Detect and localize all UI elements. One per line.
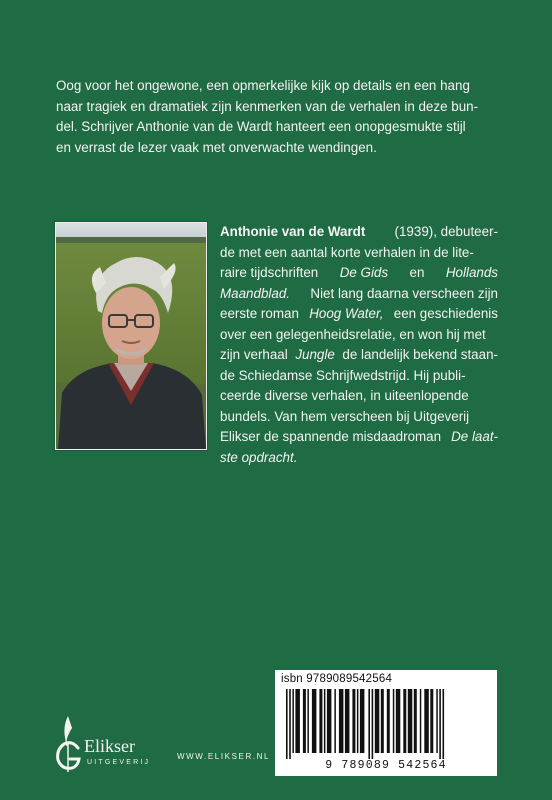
author-photo xyxy=(55,222,207,450)
book-title: De laat- xyxy=(451,429,498,444)
barcode-bar xyxy=(424,689,429,753)
barcode-bar xyxy=(375,689,380,753)
isbn-label: isbn 9789089542564 xyxy=(281,673,393,685)
publisher-website: WWW.ELIKSER.NL xyxy=(177,752,271,761)
barcode-bar xyxy=(436,689,438,753)
bio-text: (1939), debuteer- xyxy=(394,224,498,239)
barcode-bar xyxy=(319,689,322,753)
barcode-bar xyxy=(368,689,370,759)
author-portrait-image xyxy=(56,223,206,449)
barcode-bar xyxy=(327,689,332,753)
barcode-bar xyxy=(345,689,350,753)
blurb xyxy=(56,76,496,158)
bio-text: Elikser de spannende misdaadroman xyxy=(220,429,442,444)
barcode-bar xyxy=(289,689,291,759)
barcode-bar xyxy=(303,689,306,753)
journal-title: Maandblad. xyxy=(220,285,290,301)
publisher-name: Elikser xyxy=(84,736,135,756)
author-bio xyxy=(220,222,498,468)
barcode-bar xyxy=(334,689,336,753)
blurb-line: naar tragiek en dramatiek zijn kenmerken van de verhalen in deze bun- xyxy=(56,98,479,114)
blurb-line: Oog voor het ongewone, een opmerkelijke kijk op details en een hang xyxy=(56,78,470,93)
bio-text: de landelijk bekend staan- xyxy=(342,347,498,362)
barcode-bar xyxy=(357,689,359,753)
barcode-bar xyxy=(360,689,365,753)
barcode-box xyxy=(275,670,497,776)
barcode-bar xyxy=(286,689,288,759)
bio-text: de met een aantal korte verhalen in de lite- xyxy=(220,244,474,260)
book-title: Hoog Water, xyxy=(309,306,384,321)
barcode-bar xyxy=(430,689,433,753)
barcode-bar xyxy=(324,689,326,753)
blurb-line: en verrast de lezer vaak met onverwachte wendingen. xyxy=(56,139,377,155)
barcode-bar xyxy=(295,689,300,753)
barcode-image xyxy=(284,689,488,759)
bio-text: raire tijdschriften xyxy=(220,265,319,280)
blurb-line: del. Schrijver Anthonie van de Wardt hanteert een onopgesmukte stijl xyxy=(56,119,466,134)
barcode-bar xyxy=(387,689,390,753)
journal-title: De Gids xyxy=(339,265,389,280)
barcode-bar xyxy=(312,689,317,753)
barcode-bar xyxy=(414,689,417,753)
barcode-bar xyxy=(439,689,441,759)
barcode-bar xyxy=(403,689,406,753)
barcode-bar xyxy=(443,689,445,759)
barcode-bar xyxy=(292,689,294,753)
bio-text: en xyxy=(409,265,425,280)
barcode-bar xyxy=(396,689,401,753)
publisher-sub: UITGEVERIJ xyxy=(87,759,151,766)
barcode-bar xyxy=(352,689,355,753)
bio-text: een geschiedenis xyxy=(393,306,498,321)
bio-text: de Schiedamse Schrijfwedstrijd. Hij publi- xyxy=(220,367,466,383)
story-title: Jungle xyxy=(295,347,335,362)
bio-text: eerste roman xyxy=(220,306,299,321)
bio-text: over een gelegenheidsrelatie, en won hij met xyxy=(220,326,486,342)
isbn-digits: 9 789089 542564 xyxy=(325,759,447,772)
publisher-logo xyxy=(54,714,174,774)
bio-text: zijn verhaal xyxy=(220,347,288,362)
journal-title: Hollands xyxy=(445,265,498,280)
barcode-bar xyxy=(381,689,384,753)
barcode-bar xyxy=(372,689,374,759)
barcode-bar xyxy=(307,689,309,753)
barcode-bar xyxy=(420,689,422,753)
bio-text: ceerde diverse verhalen, in uiteenlopende xyxy=(220,388,469,403)
bio-text: bundels. Van hem verscheen bij Uitgeverij xyxy=(220,408,470,424)
barcode-bars xyxy=(284,689,488,759)
book-title: ste opdracht. xyxy=(220,449,298,465)
barcode-bar xyxy=(393,689,395,753)
bio-text: Niet lang daarna verscheen zijn xyxy=(310,285,498,301)
barcode-bar xyxy=(408,689,413,753)
author-name: Anthonie van de Wardt xyxy=(220,224,366,239)
quill-g-icon xyxy=(54,714,86,774)
barcode-bar xyxy=(339,689,344,753)
